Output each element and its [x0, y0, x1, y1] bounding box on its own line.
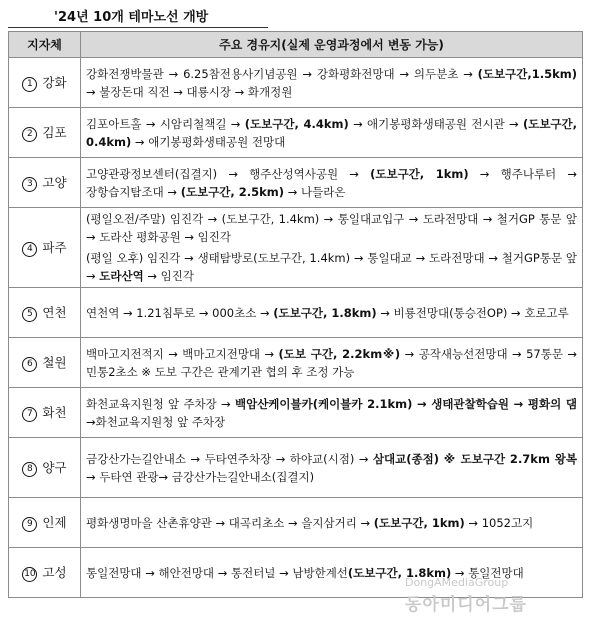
route-segment-bold: (도보 구간, 2.2km※)	[278, 346, 401, 361]
route-segment: → 행주나루터 → 장항습지탐조대 →	[86, 166, 577, 199]
route-cell	[81, 58, 583, 108]
row-number-badge: 2	[22, 127, 37, 142]
region-cell	[9, 548, 81, 598]
route-segment: 백마고지전적지 → 백마고지전망대 →	[86, 346, 279, 361]
region-cell	[9, 388, 81, 438]
route-segment-bold: (도보구간, 1km)	[370, 166, 469, 181]
route-segment-bold: 백암산케이블카(케이블카 2.1km) → 생태관찰학습원 → 평화의 댐	[234, 396, 577, 411]
region-name: 파주	[42, 239, 67, 255]
route-segment: → 두타연 관광→ 금강산가는길안내소(집결지)	[86, 469, 315, 484]
route-segment: 금강산가는길안내소 → 두타연주차장 → 하야교(시점) →	[86, 451, 373, 466]
row-number-badge: 3	[22, 177, 37, 192]
route-segment: →화천교육지원청 앞 주차장	[86, 414, 226, 429]
region-cell	[9, 288, 81, 338]
route-segment: 연천역 → 1.21침투로 → 000초소 →	[86, 305, 274, 320]
table-row	[9, 498, 583, 548]
row-number-badge: 1	[22, 77, 37, 92]
route-segment: → 나들라온	[284, 184, 346, 199]
header-route: 주요 경유지(실제 운영과정에서 변동 가능)	[81, 32, 583, 58]
row-number-badge: 5	[22, 307, 37, 322]
route-segment: 평화생명마을 산촌휴양관 → 대곡리초소 → 을지삼거리 →	[86, 515, 374, 530]
route-segment: → 불장돈대 직전 → 대룡시장 → 화개정원	[86, 84, 293, 99]
table-row	[9, 158, 583, 208]
row-number-badge: 4	[22, 242, 37, 257]
route-cell	[81, 208, 583, 288]
route-segment-bold: 도라산역	[99, 269, 144, 283]
page-title: '24년 10개 테마노선 개방	[54, 10, 209, 25]
route-segment: 고양관광정보센터(집결지) → 행주산성역사공원 →	[86, 166, 371, 181]
route-segment-bold: (도보구간, 1.8km)	[273, 305, 377, 320]
route-segment: (평일 오후) 임진각 → 생태탐방로(도보구간, 1.4km) → 통일대교 → 도라전망대 → 철거GP통문 앞 →	[86, 251, 577, 283]
table-row	[9, 108, 583, 158]
region-name: 인제	[42, 514, 67, 530]
route-segment: → 통일전망대	[451, 565, 524, 580]
route-segment: (평일오전/주말) 임진각 → (도보구간, 1.4km) → 통일대교입구 → 도라전망대 → 철거GP 통문 앞 → 도라산 평화공원 → 임진각	[86, 212, 577, 244]
row-number-badge: 6	[22, 357, 37, 372]
row-number-badge: 9	[22, 517, 37, 532]
region-name: 철원	[42, 354, 67, 370]
route-segment-bold: (도보구간, 1km)	[373, 515, 465, 530]
route-cell	[81, 498, 583, 548]
watermark-latin: DongAMediaGroup	[405, 576, 509, 589]
table-row	[9, 388, 583, 438]
region-cell	[9, 58, 81, 108]
route-cell	[81, 388, 583, 438]
region-cell	[9, 108, 81, 158]
route-cell	[81, 338, 583, 388]
route-subline	[86, 249, 577, 285]
route-cell	[81, 108, 583, 158]
table-header-row	[9, 32, 583, 58]
row-number-badge: 8	[22, 462, 37, 477]
region-name: 화천	[42, 404, 67, 420]
region-name: 김포	[42, 124, 67, 140]
row-number-badge: 10	[22, 567, 37, 582]
region-cell	[9, 338, 81, 388]
route-segment: 통일전망대 → 해안전망대 → 통전터널 → 남방한계선	[86, 565, 348, 580]
region-cell	[9, 498, 81, 548]
route-segment: → 비룡전망대(통승전OP) → 호로고루	[376, 305, 569, 320]
route-segment: → 1052고지	[464, 515, 534, 530]
table-row	[9, 288, 583, 338]
route-cell	[81, 438, 583, 498]
region-cell	[9, 438, 81, 498]
route-cell	[81, 158, 583, 208]
title-underline	[8, 27, 268, 28]
route-segment-bold: (도보구간,1.5km)	[477, 66, 577, 81]
table-row	[9, 58, 583, 108]
route-segment: → 임진각	[143, 269, 195, 283]
route-cell	[81, 288, 583, 338]
table-row	[9, 338, 583, 388]
route-segment-bold: (도보구간, 4.4km)	[244, 116, 349, 131]
table-row	[9, 208, 583, 288]
table-row	[9, 438, 583, 498]
watermark-korean: 동아미디어그룹	[405, 595, 527, 615]
region-name: 양구	[42, 459, 67, 475]
region-name: 고양	[42, 174, 67, 190]
route-segment-bold: 삼대교(종점) ※ 도보구간 2.7km 왕복	[372, 451, 577, 466]
region-name: 연천	[42, 304, 67, 320]
route-segment-bold: (도보구간, 0.4km)	[86, 116, 578, 149]
route-segment: 강화전쟁박물관 → 6.25참전용사기념공원 → 강화평화전망대 → 의두분초 →	[86, 66, 478, 81]
route-segment: → 애기봉평화생태공원 전시관 →	[348, 116, 523, 131]
region-cell	[9, 208, 81, 288]
row-number-badge: 7	[22, 407, 37, 422]
route-segment: 화천교육지원청 앞 주차장 →	[86, 396, 235, 411]
route-segment: → 애기봉평화생태공원 전망대	[131, 134, 286, 149]
region-name: 고성	[42, 564, 67, 580]
route-table	[8, 31, 583, 598]
route-segment-bold: (도보구간, 2.5km)	[180, 184, 285, 199]
route-segment-bold: (도보구간, 1.8km)	[347, 565, 452, 580]
region-name: 강화	[42, 74, 67, 90]
header-region: 지자체	[9, 32, 81, 58]
region-cell	[9, 158, 81, 208]
route-segment: 김포아트홀 → 시암리철책길 →	[86, 116, 245, 131]
route-segment: → 공작새능선전망대 → 57통문 → 민통2초소 ※ 도보 구간은 관계기관 협의 후 조정 가능	[86, 346, 577, 379]
route-subline	[86, 210, 577, 246]
